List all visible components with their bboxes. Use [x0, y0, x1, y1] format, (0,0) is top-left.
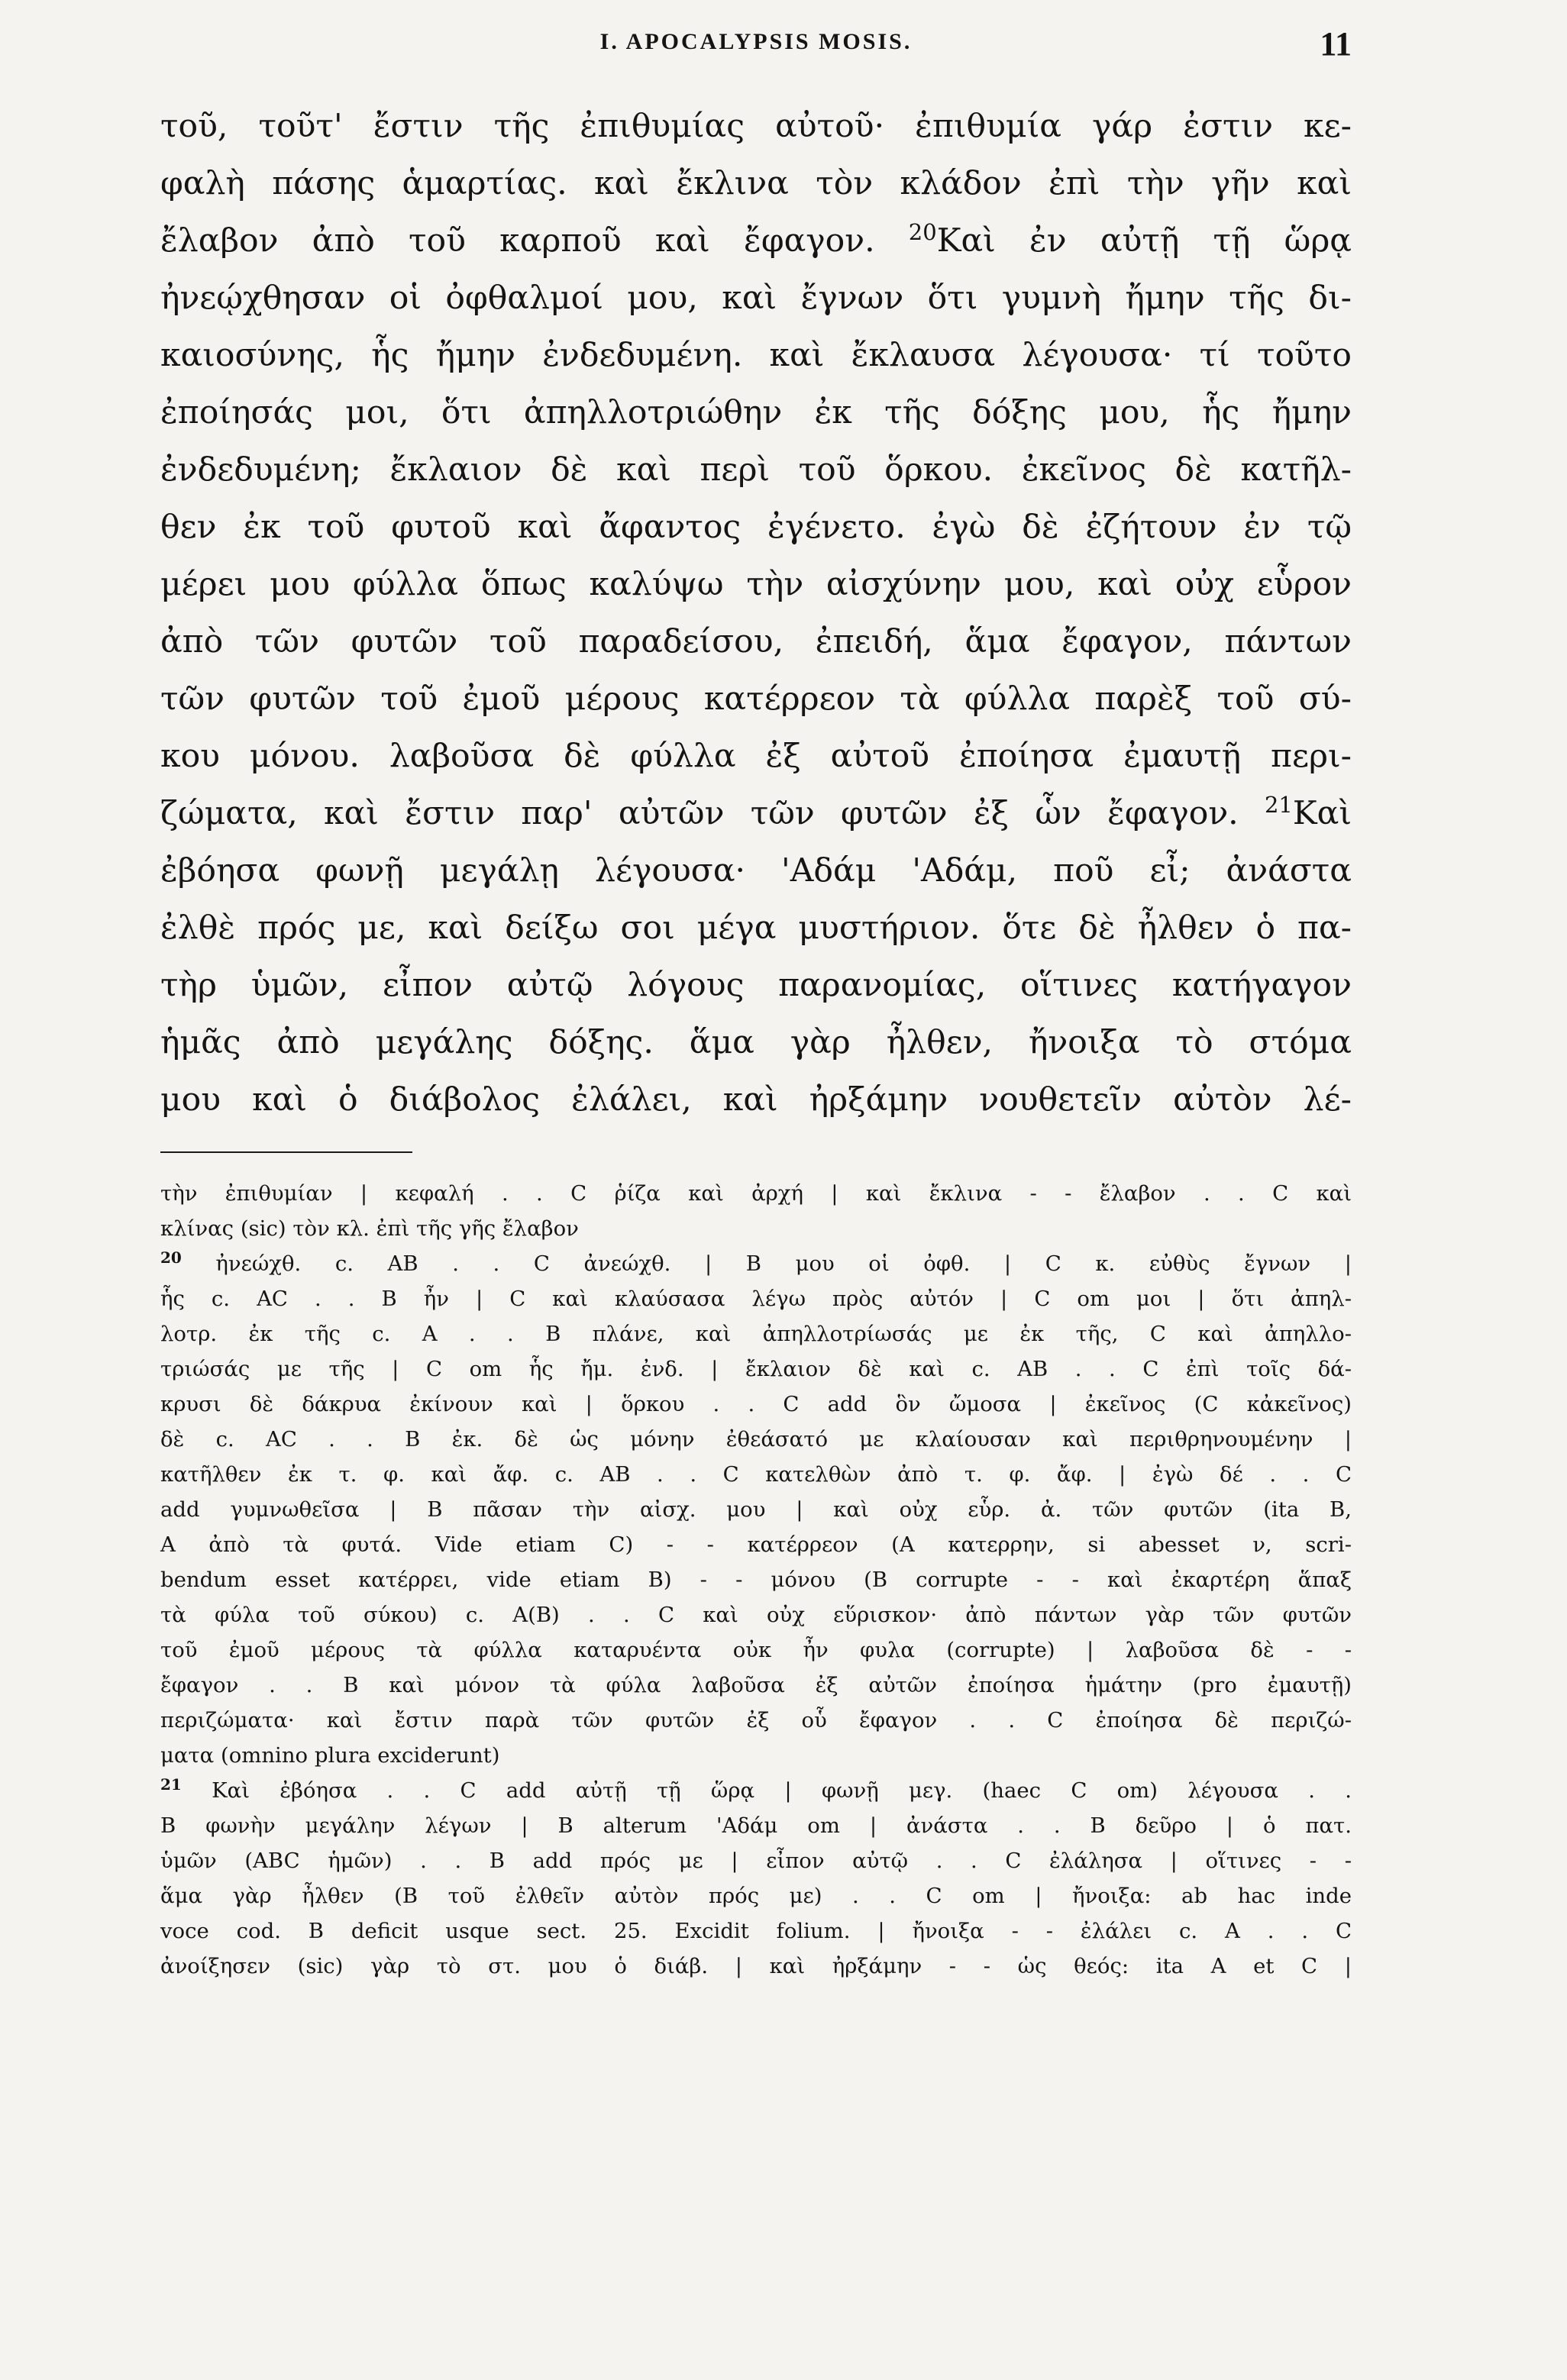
apparatus-line: A ἀπὸ τὰ φυτά. Vide etiam C) - - κατέρρεον (A κατερρην, si abesset ν, scri-	[160, 1532, 1352, 1557]
apparatus-line	[160, 1773, 1352, 1808]
apparatus-line: ἔφαγον . . B καὶ μόνον τὰ φύλα λαβοῦσα ἐξ αὐτῶν ἐποίησα ἡμάτην (pro ἐμαυτῇ)	[160, 1673, 1352, 1697]
main-text-line: τὴρ ὑμῶν, εἶπον αὐτῷ λόγους παρανομίας, οἵτινες κατήγαγον	[160, 967, 1352, 1004]
main-text-segment: ἔλαβον ἀπὸ τοῦ καρποῦ καὶ ἔφαγον.	[160, 222, 875, 260]
note-number: 21	[160, 1775, 182, 1794]
main-text-line: ἡμᾶς ἀπὸ μεγάλης δόξης. ἅμα γὰρ ἦλθεν, ἤνοιξα τὸ στόμα	[160, 1024, 1352, 1061]
apparatus-line: bendum esset κατέρρει, vide etiam B) - - μόνου (B corrupte - - καὶ ἐκαρτέρη ἅπαξ	[160, 1568, 1352, 1592]
main-text-line: καιοσύνης, ἧς ἤμην ἐνδεδυμένη. καὶ ἔκλαυσα λέγουσα· τί τοῦτο	[160, 337, 1352, 374]
apparatus-line: κρυσι δὲ δάκρυα ἐκίνουν καὶ | ὅρκου . . C add ὃν ὤμοσα | ἐκεῖνος (C κἀκεῖνος)	[160, 1392, 1352, 1416]
apparatus-line: ἧς c. AC . . B ἦν | C καὶ κλαύσασα λέγω πρὸς αὐτόν | C om μοι | ὅτι ἀπηλ-	[160, 1287, 1352, 1311]
main-text-line: τῶν φυτῶν τοῦ ἐμοῦ μέρους κατέρρεον τὰ φύλλα παρὲξ τοῦ σύ-	[160, 680, 1352, 718]
main-text-line	[160, 785, 1352, 842]
apparatus-line: add γυμνωθεῖσα | B πᾶσαν τὴν αἰσχ. μου | καὶ οὐχ εὗρ. ἀ. τῶν φυτῶν (ita B,	[160, 1497, 1352, 1522]
apparatus-line: τὴν ἐπιθυμίαν | κεφαλή . . C ῥίζα καὶ ἀρχή | καὶ ἔκλινα - - ἔλαβον . . C καὶ	[160, 1181, 1352, 1206]
apparatus-line: τοῦ ἐμοῦ μέρους τὰ φύλλα καταρυέντα οὐκ ἦν φυλα (corrupte) | λαβοῦσα δὲ - -	[160, 1638, 1352, 1662]
main-text-line: μέρει μου φύλλα ὅπως καλύψω τὴν αἰσχύνην μου, καὶ οὐχ εὗρον	[160, 566, 1352, 603]
footnote-separator	[160, 1151, 412, 1153]
apparatus-line: κλίνας (sic) τὸν κλ. ἐπὶ τῆς γῆς ἔλαβον	[160, 1216, 579, 1241]
main-text-line: θεν ἐκ τοῦ φυτοῦ καὶ ἄφαντος ἐγένετο. ἐγὼ δὲ ἐζήτουν ἐν τῷ	[160, 509, 1352, 546]
running-title: I. APOCALYPSIS MOSIS.	[599, 29, 913, 54]
apparatus-segment: ἠνεώχθ. c. AB . . C ἀνεώχθ. | B μου οἱ ὀφθ. | C κ. εὐθὺς ἔγνων |	[215, 1251, 1352, 1276]
apparatus-segment: Καὶ ἐβόησα . . C add αὐτῇ τῇ ὥρᾳ | φωνῇ μεγ. (haec C om) λέγουσα . .	[212, 1778, 1352, 1803]
page-header	[160, 23, 1352, 76]
apparatus-line: B φωνὴν μεγάλην λέγων | B alterum 'Αδάμ om | ἀνάστα . . B δεῦρο | ὁ πατ.	[160, 1813, 1352, 1838]
apparatus-line	[160, 1246, 1352, 1281]
main-text-line: ἐποίησάς μοι, ὅτι ἀπηλλοτριώθην ἐκ τῆς δόξης μου, ἧς ἤμην	[160, 394, 1352, 431]
apparatus-line: δὲ c. AC . . B ἐκ. δὲ ὡς μόνην ἐθεάσατό με κλαίουσαν καὶ περιθρηνουμένην |	[160, 1427, 1352, 1452]
verse-number: 20	[908, 218, 937, 245]
apparatus-line: voce cod. B deficit usque sect. 25. Excidit folium. | ἤνοιξα - - ἐλάλει c. A . . C	[160, 1919, 1352, 1943]
apparatus-line: κατῆλθεν ἐκ τ. φ. καὶ ἄφ. c. AB . . C κατελθὼν ἀπὸ τ. φ. ἄφ. | ἐγὼ δέ . . C	[160, 1462, 1352, 1487]
main-text-segment: Καὶ ἐν αὐτῇ τῇ ὥρᾳ	[936, 222, 1352, 260]
main-greek-text	[160, 98, 1352, 1129]
page-number: 11	[1320, 25, 1352, 63]
main-text-line: κου μόνου. λαβοῦσα δὲ φύλλα ἐξ αὐτοῦ ἐποίησα ἐμαυτῇ περι-	[160, 738, 1352, 775]
main-text-line: ἀπὸ τῶν φυτῶν τοῦ παραδείσου, ἐπειδή, ἅμα ἔφαγον, πάντων	[160, 623, 1352, 660]
main-text-line	[160, 212, 1352, 270]
apparatus-line: ματα (omnino plura exciderunt)	[160, 1743, 500, 1768]
main-text-segment: Καὶ	[1292, 795, 1352, 832]
apparatus-line: τριώσάς με τῆς | C om ἧς ἤμ. ἐνδ. | ἔκλαιον δὲ καὶ c. AB . . C ἐπὶ τοῖς δά-	[160, 1357, 1352, 1381]
book-page	[160, 23, 1352, 2359]
verse-number: 21	[1264, 791, 1293, 818]
main-text-line: ἠνεῴχθησαν οἱ ὀφθαλμοί μου, καὶ ἔγνων ὅτι γυμνὴ ἤμην τῆς δι-	[160, 279, 1352, 317]
apparatus-line: λοτρ. ἐκ τῆς c. A . . B πλάνε, καὶ ἀπηλλοτρίωσάς με ἐκ τῆς, C καὶ ἀπηλλο-	[160, 1322, 1352, 1346]
apparatus-line: ἅμα γὰρ ἦλθεν (B τοῦ ἐλθεῖν αὐτὸν πρός με) . . C om | ἤνοιξα: ab hac inde	[160, 1884, 1352, 1908]
apparatus-line: ἀνοίξησεν (sic) γὰρ τὸ στ. μου ὁ διάβ. | καὶ ἠρξάμην - - ὡς θεός: ita A et C |	[160, 1954, 1352, 1978]
main-text-line: τοῦ, τοῦτ' ἔστιν τῆς ἐπιθυμίας αὐτοῦ· ἐπιθυμία γάρ ἐστιν κε-	[160, 108, 1352, 145]
apparatus-line: περιζώματα· καὶ ἔστιν παρὰ τῶν φυτῶν ἐξ οὗ ἔφαγον . . C ἐποίησα δὲ περιζώ-	[160, 1708, 1352, 1733]
main-text-segment: ζώματα, καὶ ἔστιν παρ' αὐτῶν τῶν φυτῶν ἐξ ὧν ἔφαγον.	[160, 795, 1239, 832]
main-text-line: ἐβόησα φωνῇ μεγάλῃ λέγουσα· 'Αδάμ 'Αδάμ, ποῦ εἶ; ἀνάστα	[160, 852, 1352, 890]
main-text-line: φαλὴ πάσης ἁμαρτίας. καὶ ἔκλινα τὸν κλάδον ἐπὶ τὴν γῆν καὶ	[160, 165, 1352, 202]
main-text-line: ἐνδεδυμένη; ἔκλαιον δὲ καὶ περὶ τοῦ ὅρκου. ἐκεῖνος δὲ κατῆλ-	[160, 451, 1352, 489]
apparatus-line: τὰ φύλα τοῦ σύκου) c. A(B) . . C καὶ οὐχ εὕρισκον· ἀπὸ πάντων γὰρ τῶν φυτῶν	[160, 1603, 1352, 1627]
critical-apparatus	[160, 1176, 1352, 1984]
main-text-line: μου καὶ ὁ διάβολος ἐλάλει, καὶ ἠρξάμην νουθετεῖν αὐτὸν λέ-	[160, 1081, 1352, 1119]
note-number: 20	[160, 1248, 182, 1267]
main-text-line: ἐλθὲ πρός με, καὶ δείξω σοι μέγα μυστήριον. ὅτε δὲ ἦλθεν ὁ πα-	[160, 909, 1352, 947]
apparatus-line: ὑμῶν (ABC ἡμῶν) . . B add πρός με | εἶπον αὐτῷ . . C ἐλάλησα | οἵτινες - -	[160, 1849, 1352, 1873]
